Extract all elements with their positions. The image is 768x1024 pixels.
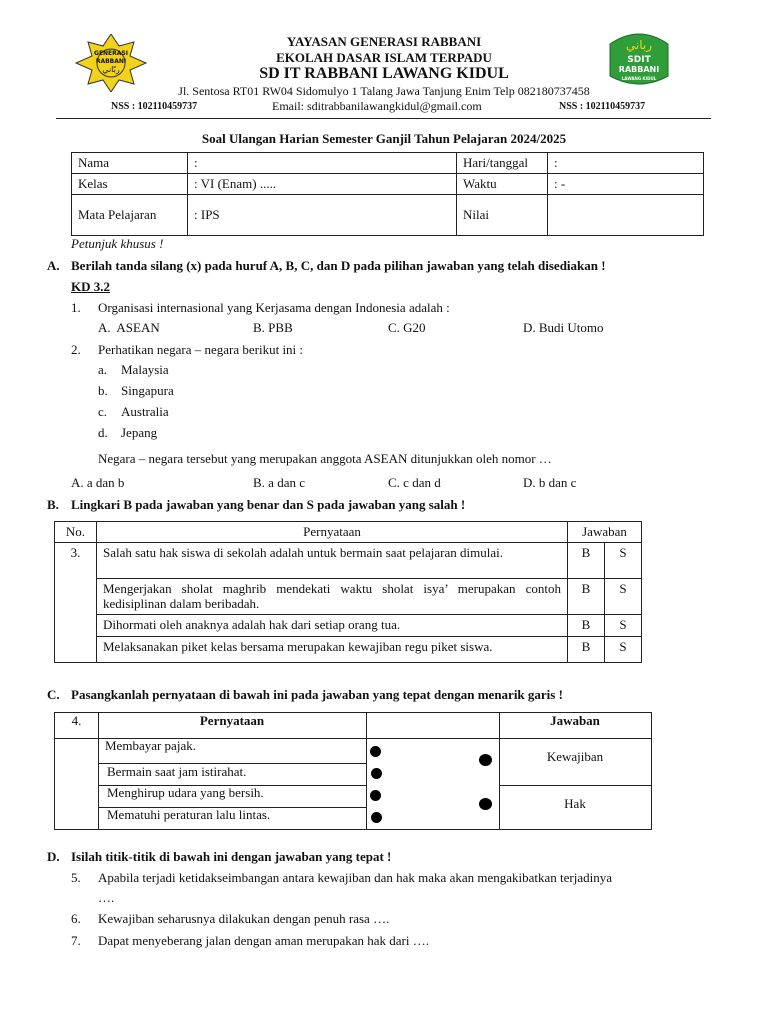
matching-answer-hak: Hak: [564, 796, 586, 811]
tf-option-s-2[interactable]: S: [605, 579, 642, 615]
hari-value[interactable]: :: [548, 153, 704, 174]
matching-statement-3: Menghirup udara yang bersih.: [107, 785, 264, 800]
header-email: Email: sditrabbanilawangkidul@gmail.com: [272, 99, 482, 113]
section-a-instruction: Berilah tanda silang (x) pada huruf A, B, C, dan D pada pilihan jawaban yang telah disediakan !: [71, 258, 606, 273]
tf-option-s-1[interactable]: S: [605, 543, 642, 579]
section-b-heading: [47, 497, 465, 513]
matching-pernyataan-header: Pernyataan: [199, 713, 265, 728]
q2-list-item-a: [98, 362, 169, 378]
matching-jawaban-header: Jawaban: [550, 713, 600, 728]
waktu-label: Waktu: [457, 174, 548, 195]
kd-label: KD 3.2: [71, 279, 110, 294]
question-1-number: 1.: [71, 300, 81, 315]
logo-right-text3: LAWANG KIDUL: [621, 76, 657, 81]
section-c-instruction: Pasangkanlah pernyataan di bawah ini pada jawaban yang tepat dengan menarik garis !: [71, 687, 563, 702]
logo-right-arabic: رباني: [625, 38, 653, 52]
header-school-name: SD IT RABBANI LAWANG KIDUL: [259, 65, 509, 82]
col-jawaban-header: Jawaban: [568, 522, 642, 543]
section-d-heading: [47, 849, 391, 865]
logo-left-arabic: ربّاني: [102, 65, 120, 74]
logo-left-text2: RABBANI: [95, 58, 127, 65]
question-6-text: Kewajiban seharusnya dilakukan dengan penuh rasa ….: [98, 911, 390, 926]
student-info-table: [71, 152, 704, 236]
section-d-letter: D.: [47, 849, 60, 864]
section-a-letter: A.: [47, 258, 60, 273]
list-label: a.: [98, 362, 108, 377]
logo-right-text1: SDIT: [627, 55, 651, 65]
tf-option-b-2[interactable]: B: [568, 579, 605, 615]
list-label: b.: [98, 383, 108, 398]
kelas-label: Kelas: [72, 174, 188, 195]
tf-statement-1: Salah satu hak siswa di sekolah adalah untuk bermain saat pelajaran dimulai.: [97, 543, 568, 579]
petunjuk-khusus: Petunjuk khusus !: [71, 236, 164, 251]
q2-list-item-d: [98, 425, 158, 441]
col-no-header: No.: [55, 522, 97, 543]
header-line2: EKOLAH DASAR ISLAM TERPADU: [276, 50, 492, 65]
mapel-value[interactable]: : IPS: [188, 195, 457, 236]
match-dot-right-hak[interactable]: [479, 798, 492, 810]
tf-option-b-4[interactable]: B: [568, 637, 605, 663]
matching-statement-2: Bermain saat jam istirahat.: [107, 764, 247, 779]
header-address: Jl. Sentosa RT01 RW04 Sidomulyo 1 Talang Jawa Tanjung Enim Telp 082180737458: [178, 84, 590, 98]
question-5-blank[interactable]: ….: [98, 890, 115, 905]
matching-answer-kewajiban: Kewajiban: [546, 749, 604, 764]
tf-option-s-3[interactable]: S: [605, 615, 642, 637]
match-dot-left-4[interactable]: [371, 812, 382, 823]
question-7-text: Dapat menyeberang jalan dengan aman merupakan hak dari ….: [98, 933, 429, 948]
section-a-heading: [47, 258, 606, 274]
true-false-table: [54, 521, 642, 663]
q2-option-b[interactable]: B. a dan c: [253, 475, 305, 490]
mapel-label: Mata Pelajaran: [72, 195, 188, 236]
q1-option-a[interactable]: A. ASEAN: [98, 320, 160, 335]
page-title: Soal Ulangan Harian Semester Ganjil Tahun Pelajaran 2024/2025: [201, 131, 567, 146]
matching-table: [54, 712, 652, 830]
header-nss-left: NSS : 102110459737: [111, 101, 198, 112]
section-b-letter: B.: [47, 497, 59, 512]
list-text: Singapura: [121, 383, 174, 398]
section-c-heading: [47, 687, 563, 703]
kelas-value[interactable]: : VI (Enam) .....: [188, 174, 457, 195]
tf-option-s-4[interactable]: S: [605, 637, 642, 663]
header-line1: YAYASAN GENERASI RABBANI: [286, 34, 482, 49]
nilai-label: Nilai: [457, 195, 548, 236]
list-text: Jepang: [121, 425, 158, 440]
tf-option-b-3[interactable]: B: [568, 615, 605, 637]
header-divider: [56, 118, 711, 119]
question-1-text: Organisasi internasional yang Kerjasama dengan Indonesia adalah :: [98, 300, 450, 315]
q2-option-d[interactable]: D. b dan c: [523, 475, 577, 490]
hari-label: Hari/tanggal: [457, 153, 548, 174]
list-label: d.: [98, 425, 108, 440]
q1-option-d[interactable]: D. Budi Utomo: [523, 320, 604, 335]
question-5-number: 5.: [71, 870, 81, 885]
nama-label: Nama: [72, 153, 188, 174]
tf-statement-3: Dihormati oleh anaknya adalah hak dari setiap orang tua.: [97, 615, 568, 637]
list-label: c.: [98, 404, 108, 419]
match-dot-right-kewajiban[interactable]: [479, 754, 492, 766]
matching-statement-1: Membayar pajak.: [105, 738, 196, 753]
col-pernyataan-header: Pernyataan: [97, 522, 568, 543]
match-dot-left-1[interactable]: [370, 746, 381, 757]
question-2-number: 2.: [71, 342, 81, 357]
question-5-text: Apabila terjadi ketidakseimbangan antara kewajiban dan hak maka akan mengakibatkan terjadinya: [98, 870, 613, 885]
q1-option-c[interactable]: C. G20: [388, 320, 426, 335]
header-nss-right: NSS : 102110459737: [559, 101, 646, 112]
tf-option-b-1[interactable]: B: [568, 543, 605, 579]
q2-option-a[interactable]: A. a dan b: [71, 475, 125, 490]
waktu-value[interactable]: : -: [548, 174, 704, 195]
question-6-number: 6.: [71, 911, 81, 926]
section-d-instruction: Isilah titik-titik di bawah ini dengan jawaban yang tepat !: [71, 849, 392, 864]
q1-option-b[interactable]: B. PBB: [253, 320, 293, 335]
section-b-instruction: Lingkari B pada jawaban yang benar dan S pada jawaban yang salah !: [71, 497, 466, 512]
list-text: Australia: [121, 404, 169, 419]
question-7-number: 7.: [71, 933, 81, 948]
q2-option-c[interactable]: C. c dan d: [388, 475, 441, 490]
matching-statement-4: Mematuhi peraturan lalu lintas.: [107, 807, 271, 822]
match-dot-left-3[interactable]: [370, 790, 381, 801]
list-text: Malaysia: [121, 362, 169, 377]
tf-statement-2: Mengerjakan sholat maghrib mendekati waktu sholat isya’ merupakan contoh kedisiplinan dalam beribadah.: [97, 579, 568, 615]
match-dot-left-2[interactable]: [371, 768, 382, 779]
section-c-letter: C.: [47, 687, 60, 702]
logo-left-text1: GENERASI: [94, 50, 128, 57]
q2-list-item-c: [98, 404, 169, 420]
question-2-text: Perhatikan negara – negara berikut ini :: [98, 342, 304, 357]
q2-question: Negara – negara tersebut yang merupakan anggota ASEAN ditunjukkan oleh nomor …: [98, 451, 552, 466]
nama-value[interactable]: :: [188, 153, 457, 174]
question-3-number: 3.: [55, 543, 97, 663]
logo-right: [604, 30, 674, 90]
logo-right-text2: RABBANI: [618, 65, 660, 74]
question-4-number: 4.: [71, 713, 82, 728]
nilai-value[interactable]: [548, 195, 704, 236]
tf-statement-4: Melaksanakan piket kelas bersama merupakan kewajiban regu piket siswa.: [97, 637, 568, 663]
q2-list-item-b: [98, 383, 174, 399]
